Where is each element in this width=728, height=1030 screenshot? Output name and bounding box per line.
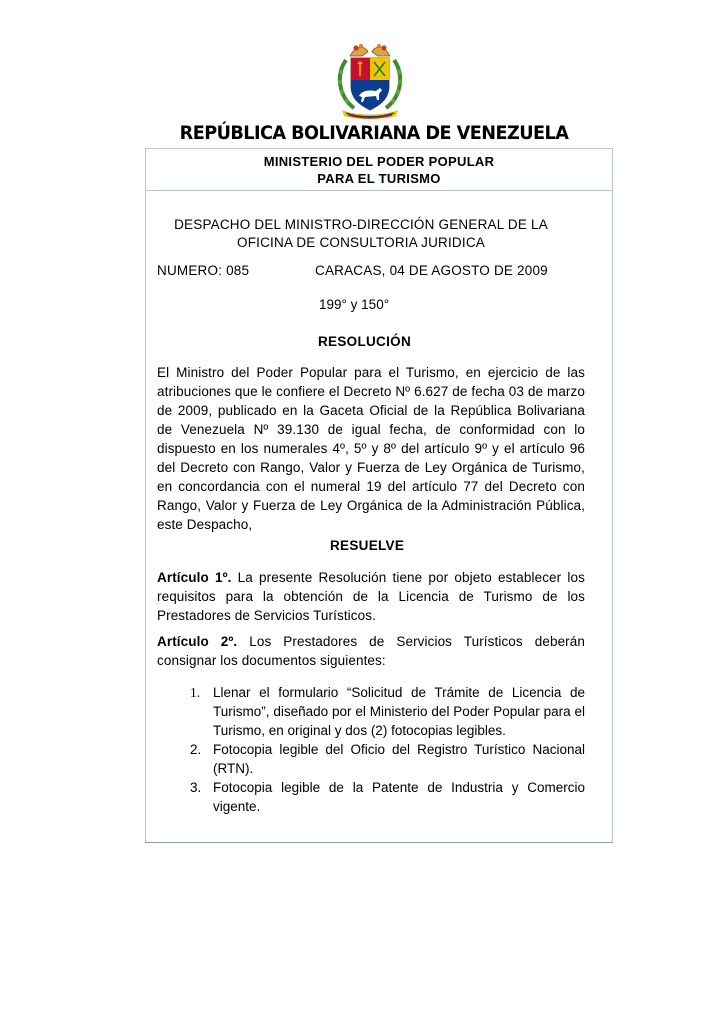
frame-top-border [145, 148, 613, 149]
list-item-number: 1. [190, 685, 201, 700]
list-item-number: 3. [190, 780, 202, 795]
list-item [190, 740, 585, 778]
office-heading [160, 216, 562, 252]
ministry-heading [145, 153, 613, 187]
list-item-number: 2. [190, 742, 202, 757]
republic-heading: REPÚBLICA BOLIVARIANA DE VENEZUELA [179, 122, 569, 144]
coat-of-arms-emblem [332, 40, 408, 120]
office-line-1: DESPACHO DEL MINISTRO-DIRECCIÓN GENERAL DE LA [174, 217, 548, 232]
list-item-text: Fotocopia legible del Oficio del Registro Turístico Nacional (RTN). [213, 742, 585, 776]
list-item-text: Llenar el formulario “Solicitud de Trámite de Licencia de Turismo”, diseñado por el Ministerio del Poder Popular para el Turismo, en original y dos (2) fotocopias legibles. [213, 685, 585, 738]
article-1-text: La presente Resolución tiene por objeto establecer los requisitos para la obtención de la Licencia de Turismo de los Prestadores de Servicios Turísticos. [157, 570, 585, 623]
ministry-line-1: MINISTERIO DEL PODER POPULAR [263, 154, 495, 169]
article-1-label: Artículo 1º. [157, 570, 232, 585]
list-item [190, 778, 585, 816]
requirements-list [190, 683, 585, 816]
article-1-paragraph [157, 568, 585, 625]
years-line: 199° y 150° [319, 297, 390, 312]
article-2-label: Artículo 2º. [157, 634, 238, 649]
resolution-number: NUMERO: 085 [157, 263, 250, 278]
preamble-paragraph: El Ministro del Poder Popular para el Turismo, en ejercicio de las atribuciones que le confiere el Decreto Nº 6.627 de fecha 03 de marzo de 2009, publicado en la Gaceta Oficial de la República Bolivariana de Venezuela Nº 39.130 de igual fecha, de conformidad con lo dispuesto en los numerales 4º, 5º y 8º del artículo 9º y el artículo 96 del Decreto con Rango, Valor y Fuerza de Ley Orgánica de Turismo, en concordancia con el numeral 19 del artículo 77 del Decreto con Rango, Valor y Fuerza de Ley Orgánica de la Administración Pública, este Despacho, [157, 365, 585, 532]
resolution-title: RESOLUCIÓN [318, 334, 412, 349]
article-2-text: Los Prestadores de Servicios Turísticos deberán consignar los documentos siguientes: [157, 634, 585, 668]
ministry-line-2: PARA EL TURISMO [317, 171, 441, 186]
list-item-text: Fotocopia legible de la Patente de Industria y Comercio vigente. [213, 780, 585, 814]
office-line-2: OFICINA DE CONSULTORIA JURIDICA [237, 235, 485, 250]
article-2-paragraph [157, 632, 585, 670]
frame-bottom-border [145, 842, 613, 843]
place-and-date: CARACAS, 04 DE AGOSTO DE 2009 [315, 263, 548, 278]
resuelve-title: RESUELVE [330, 538, 405, 553]
list-item [190, 683, 585, 740]
frame-header-divider [145, 190, 613, 191]
